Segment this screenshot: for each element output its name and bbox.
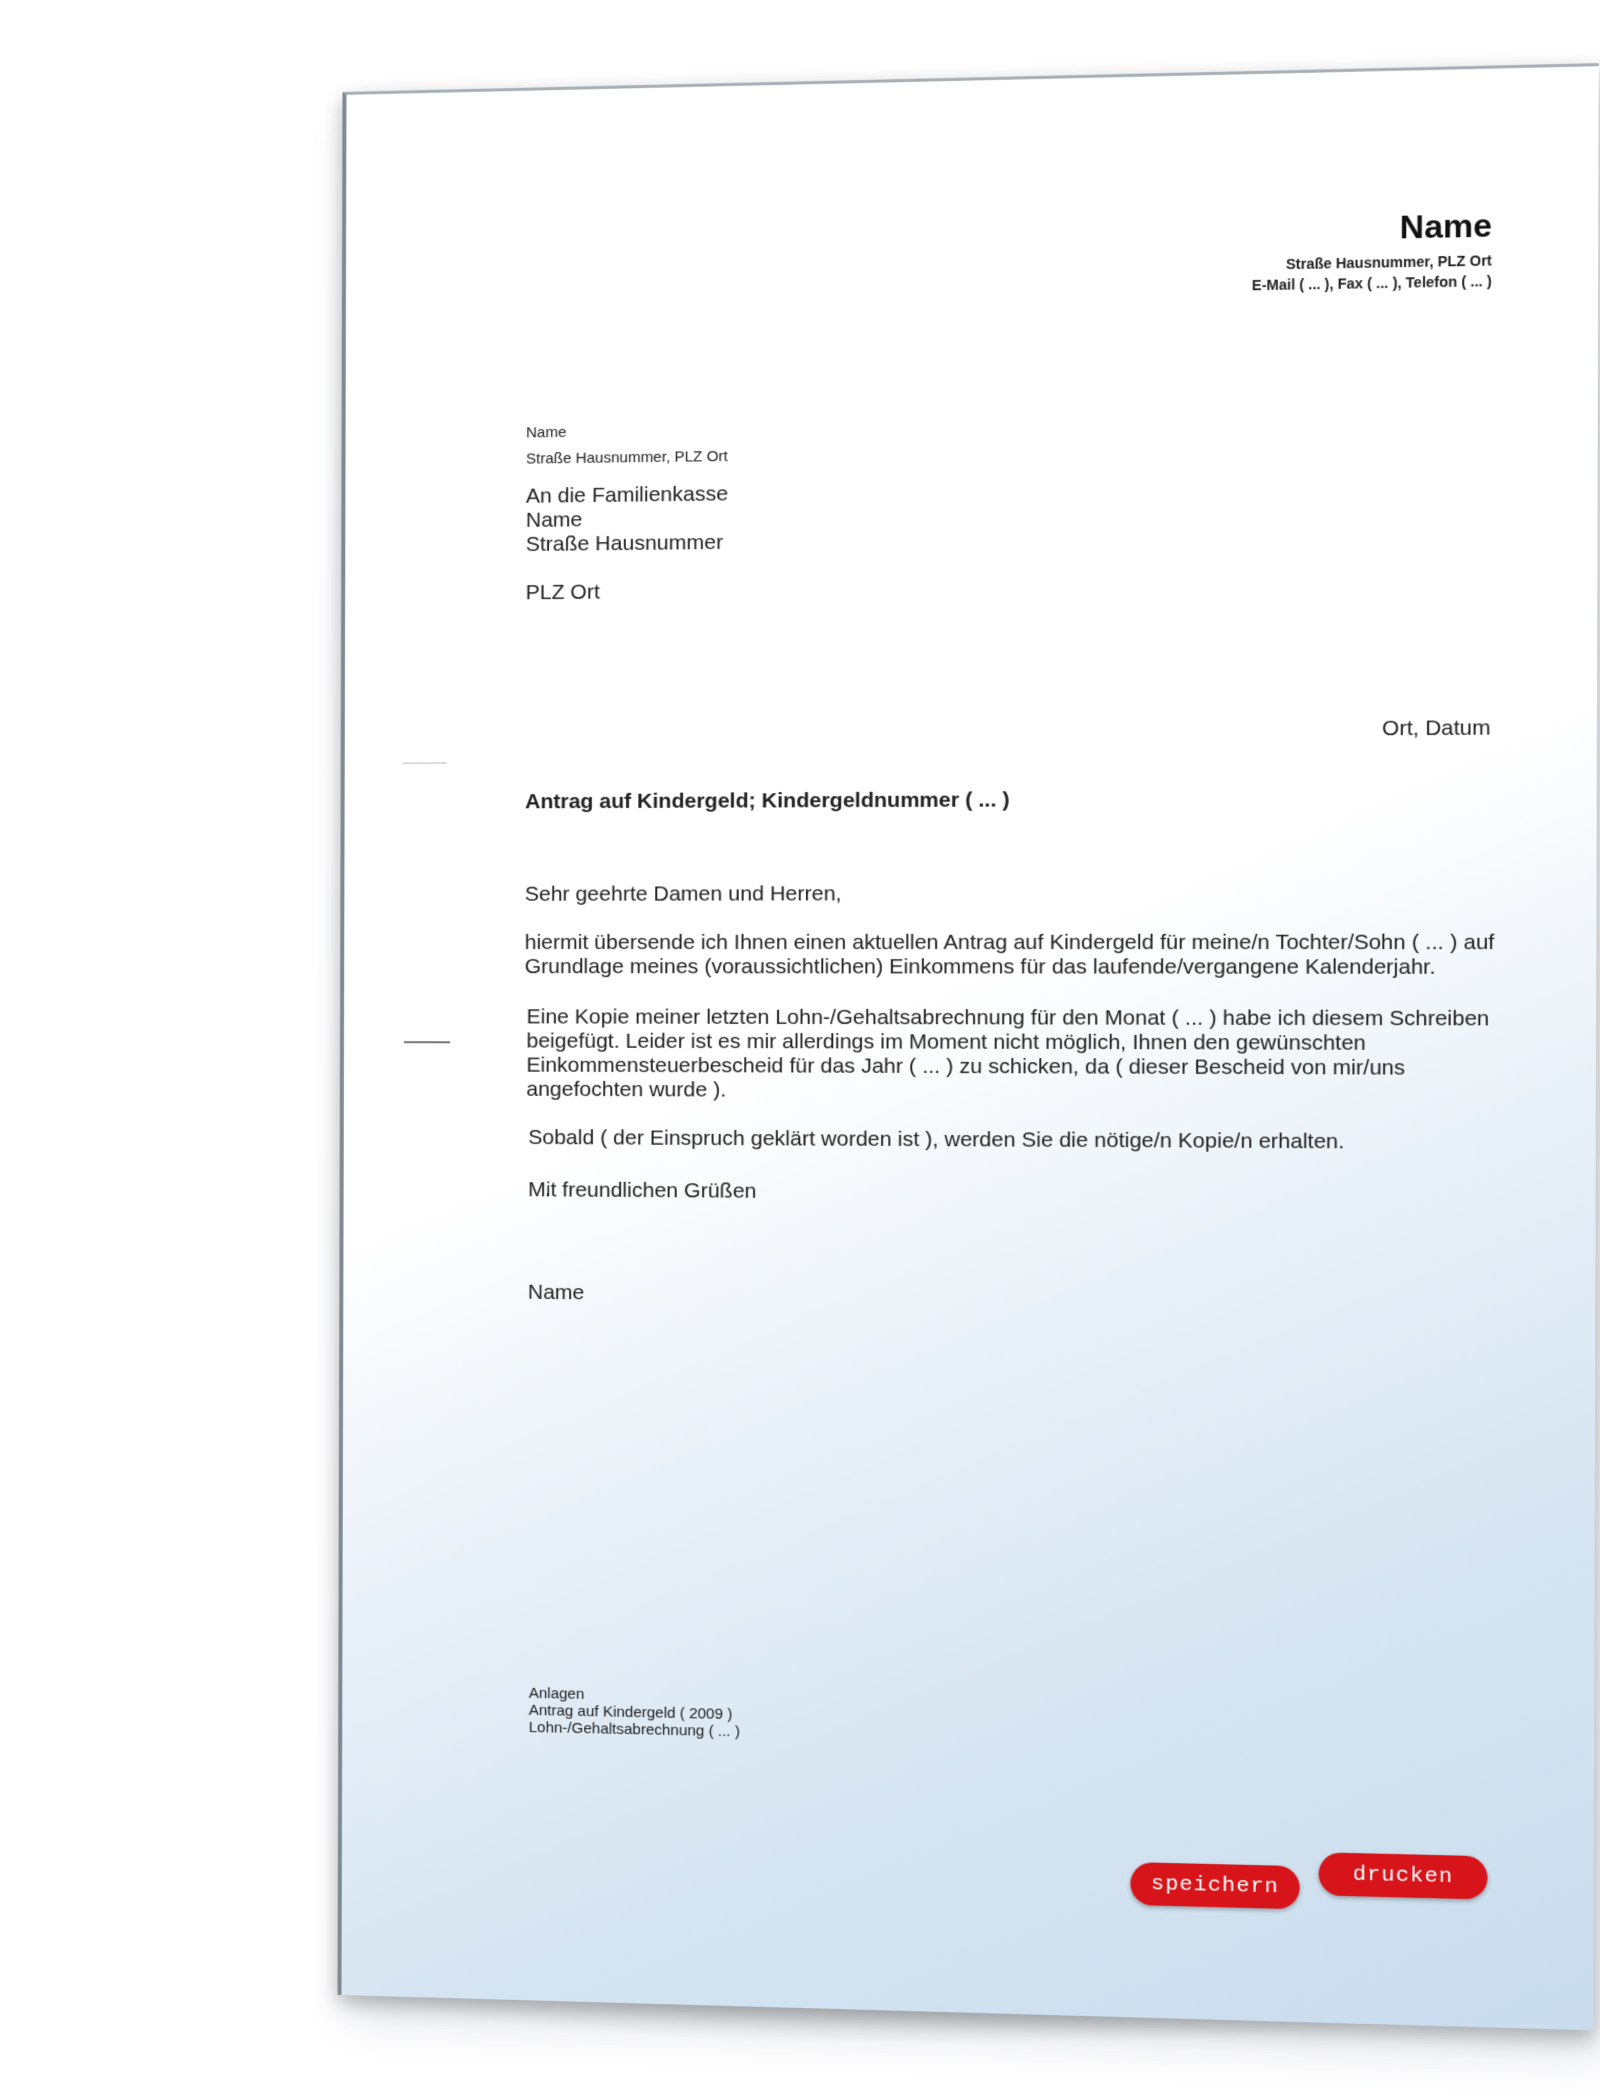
- paragraph-line: angefochten wurde ).: [526, 1077, 727, 1102]
- paragraph: [528, 1126, 1344, 1155]
- paragraph-line: Einkommensteuerbescheid für das Jahr ( ... ) zu schicken, da ( dieser Bescheid von mir/uns: [526, 1053, 1406, 1080]
- print-button[interactable]: drucken: [1319, 1852, 1488, 1899]
- subject-line: Antrag auf Kindergeld; Kindergeldnummer ( ... ): [525, 788, 1010, 814]
- paragraph-line: Grundlage meines (voraussichtlichen) Einkommens für das laufende/vergangene Kalenderjahr.: [524, 955, 1436, 979]
- attachments: [529, 1685, 740, 1741]
- punch-mark: [404, 1041, 450, 1043]
- sender-address: Straße Hausnummer, PLZ Ort: [1285, 252, 1492, 273]
- attachments-heading: Anlagen: [528, 1684, 585, 1703]
- salutation: Sehr geehrte Damen und Herren,: [524, 882, 842, 906]
- paragraph: [525, 931, 1495, 980]
- return-address: Straße Hausnummer, PLZ Ort: [525, 447, 728, 468]
- paragraph: [526, 1005, 1489, 1105]
- place-date: Ort, Datum: [1382, 716, 1491, 741]
- letter-page: [338, 63, 1599, 2030]
- recipient-line-4: PLZ Ort: [525, 580, 600, 605]
- sender-contact: E-Mail ( ... ), Fax ( ... ), Telefon ( ... ): [1251, 272, 1492, 294]
- recipient-line-1: An die Familienkasse: [525, 482, 729, 508]
- save-button[interactable]: speichern: [1130, 1862, 1299, 1909]
- sender-name: Name: [1399, 206, 1493, 246]
- signature-name: Name: [527, 1280, 585, 1305]
- paragraph-line: beigefügt. Leider ist es mir allerdings im Moment nicht möglich, Ihnen den gewünschten: [526, 1029, 1366, 1055]
- paragraph-line: Sobald ( der Einspruch geklärt worden ist ), werden Sie die nötige/n Kopie/n erhalten.: [528, 1125, 1345, 1154]
- fold-mark: [403, 762, 447, 763]
- recipient-line-2: Name: [525, 508, 583, 532]
- recipient-line-3: Straße Hausnummer: [525, 530, 724, 557]
- paragraph-line: hiermit übersende ich Ihnen einen aktuellen Antrag auf Kindergeld für meine/n Tochter/Sohn ( ... ) auf: [524, 930, 1495, 955]
- paragraph-line: Eine Kopie meiner letzten Lohn-/Gehaltsabrechnung für den Monat ( ... ) habe ich diesem Schreiben: [526, 1005, 1490, 1031]
- return-name: Name: [526, 423, 567, 442]
- closing: Mit freundlichen Grüßen: [528, 1178, 757, 1203]
- attachment-item: Lohn-/Gehaltsabrechnung ( ... ): [528, 1718, 741, 1741]
- attachment-item: Antrag auf Kindergeld ( 2009 ): [528, 1701, 733, 1724]
